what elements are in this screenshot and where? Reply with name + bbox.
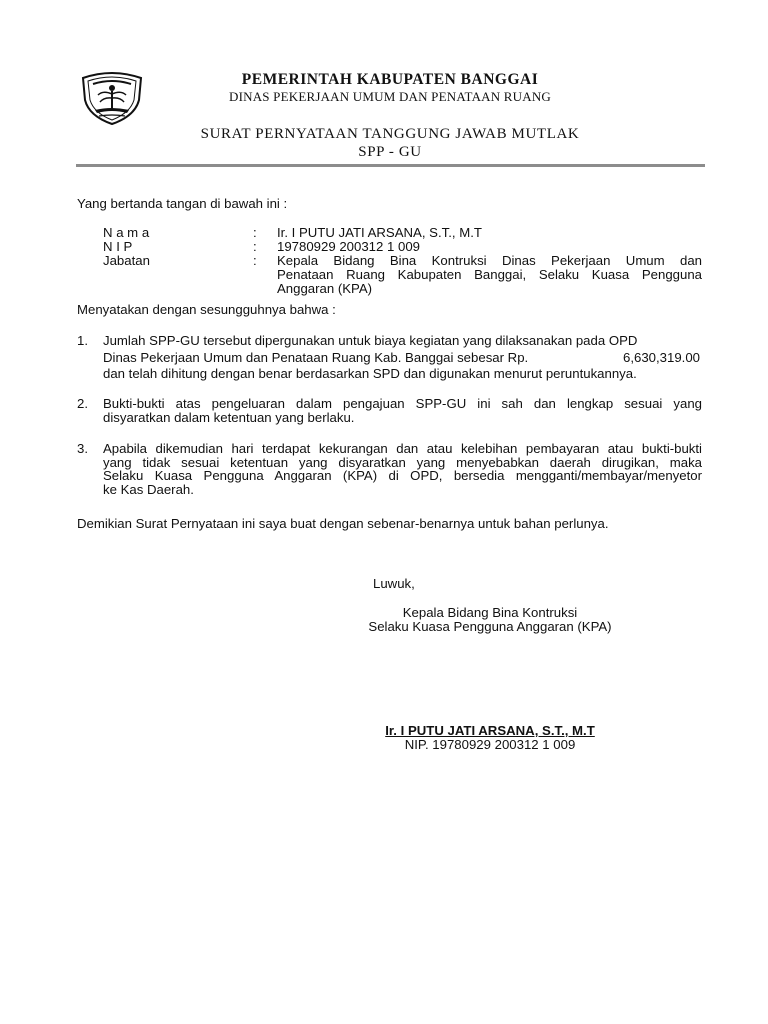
department-name: DINAS PEKERJAAN UMUM DAN PENATAAN RUANG <box>228 89 552 104</box>
nip-value: 19780929 200312 1 009 <box>277 239 421 254</box>
point-1-amount: 6,630,319.00 <box>622 350 700 365</box>
point-3-line-1: Apabila dikemudian hari terdapat kekurangan dan atau kelebihan pembayaran atau bukti-bukti <box>103 441 702 456</box>
position-line-1: Kepala Bidang Bina Kontruksi Dinas Pekerjaan Umum dan <box>277 253 702 268</box>
point-2-line-2: disyaratkan dalam ketentuan yang berlaku. <box>103 410 355 425</box>
position-label: Jabatan <box>103 253 150 268</box>
government-name: PEMERINTAH KABUPATEN BANGGAI <box>241 71 539 88</box>
point-3-line-4: ke Kas Daerah. <box>103 482 194 497</box>
point-1-line-1: Jumlah SPP-GU tersebut dipergunakan untuk biaya kegiatan yang dilaksanakan pada OPD <box>103 333 638 348</box>
point-1-line-3: dan telah dihitung dengan benar berdasarkan SPD dan digunakan menurut peruntukannya. <box>103 366 637 381</box>
nip-separator: : <box>253 239 257 254</box>
name-value: Ir. I PUTU JATI ARSANA, S.T., M.T <box>277 225 482 240</box>
point-2-number: 2. <box>77 396 88 411</box>
signature-position-2: Selaku Kuasa Pengguna Anggaran (KPA) <box>368 619 612 634</box>
point-3-number: 3. <box>77 441 88 456</box>
signature-place: Luwuk, <box>373 576 415 591</box>
signatory-nip: NIP. 19780929 200312 1 009 <box>404 737 576 752</box>
name-label: N a m a <box>103 225 150 240</box>
document-subtitle: SPP - GU <box>358 144 422 160</box>
position-separator: : <box>253 253 257 268</box>
position-line-2: Penataan Ruang Kabupaten Banggai, Selaku Kuasa Pengguna <box>277 267 702 282</box>
header-divider <box>76 164 705 167</box>
point-1-number: 1. <box>77 333 88 348</box>
name-separator: : <box>253 225 257 240</box>
banggai-emblem-icon <box>79 70 145 126</box>
signatory-name: Ir. I PUTU JATI ARSANA, S.T., M.T <box>385 723 595 738</box>
signature-position-1: Kepala Bidang Bina Kontruksi <box>402 605 578 620</box>
closing-text: Demikian Surat Pernyataan ini saya buat dengan sebenar-benarnya untuk bahan perlunya. <box>77 516 609 531</box>
document-title: SURAT PERNYATAAN TANGGUNG JAWAB MUTLAK <box>200 126 580 142</box>
statement-intro: Menyatakan dengan sesungguhnya bahwa : <box>77 302 336 317</box>
nip-label: N I P <box>103 239 133 254</box>
point-1-line-2: Dinas Pekerjaan Umum dan Penataan Ruang Kab. Banggai sebesar Rp. <box>103 350 529 365</box>
position-line-3: Anggaran (KPA) <box>277 281 373 296</box>
point-2-line-1: Bukti-bukti atas pengeluaran dalam pengajuan SPP-GU ini sah dan lengkap sesuai yang <box>103 396 702 411</box>
point-3-line-2: yang tidak sesuai ketentuan yang disyaratkan yang menyebabkan daerah dirugikan, maka <box>103 455 702 470</box>
point-3-line-3: Selaku Kuasa Pengguna Anggaran (KPA) di OPD, bersedia mengganti/membayar/menyetor <box>103 468 702 483</box>
intro-text: Yang bertanda tangan di bawah ini : <box>77 196 288 211</box>
